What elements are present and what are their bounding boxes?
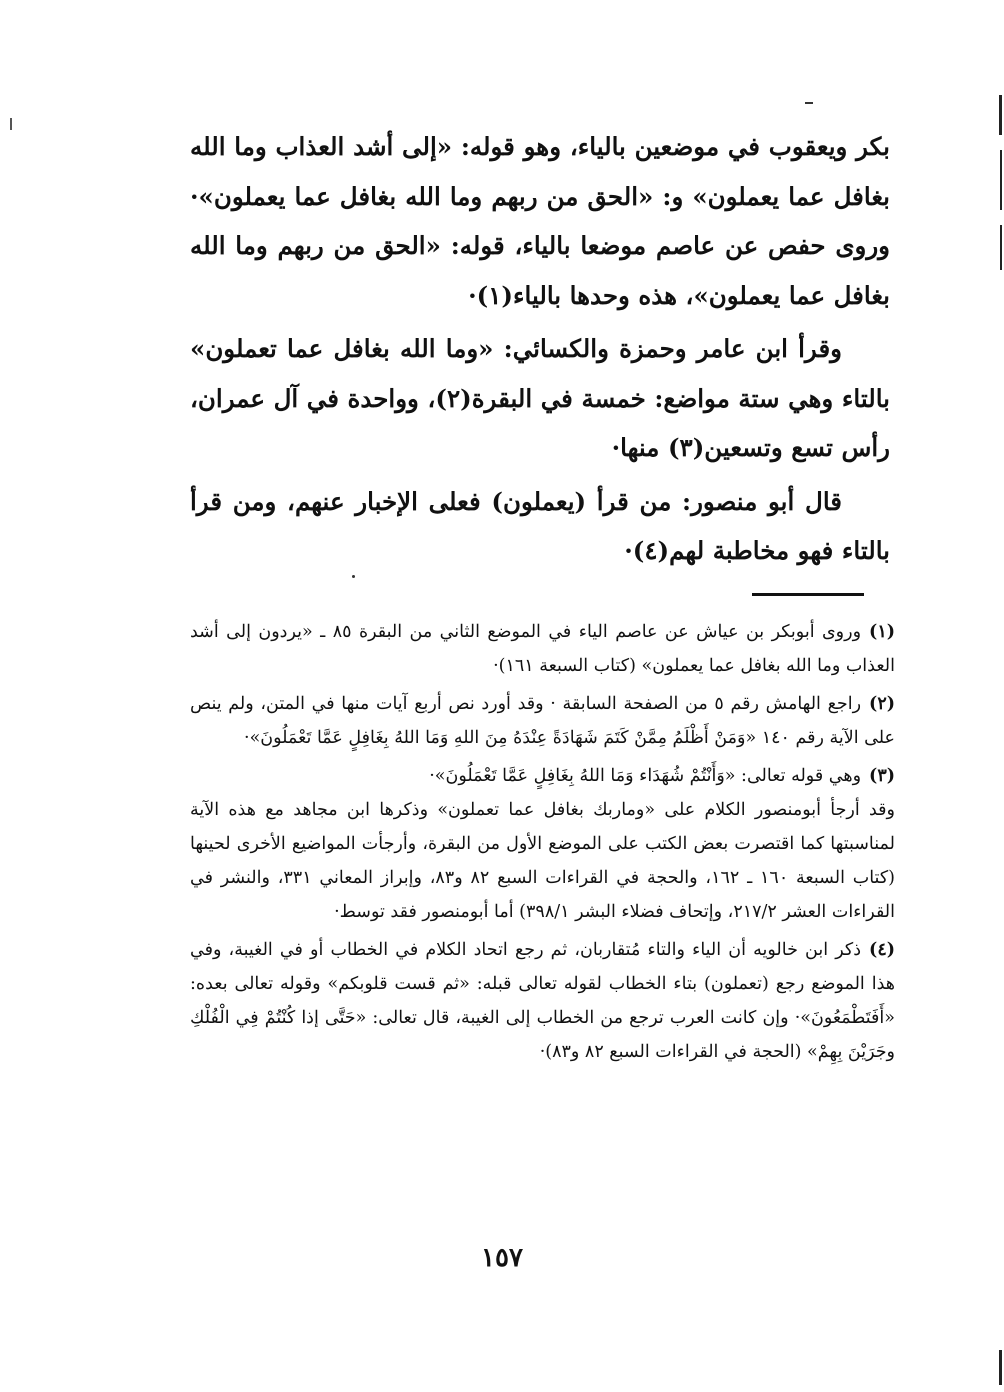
- footnote-number: (١): [869, 622, 896, 642]
- footnote-number: (٢): [869, 694, 896, 714]
- footnote: [190, 687, 895, 755]
- footnote-text: وروى أبوبكر بن عياش عن عاصم الياء في الموضع الثاني من البقرة ٨٥ ـ «يردون إلى أشد العذاب وما الله بغافل عما يعملون» (كتاب السبعة ١٦١)·: [190, 622, 895, 676]
- body-paragraph: قال أبو منصور: من قرأ (يعملون) فعلى الإخبار عنهم، ومن قرأ بالتاء فهو مخاطبة لهم(٤)·: [190, 486, 890, 565]
- footnote-number: (٣): [869, 766, 895, 786]
- scan-edge-mark: [1000, 150, 1002, 210]
- footnote: [190, 933, 895, 1069]
- footnote-continuation: وقد أرجأ أبومنصور الكلام على «وماربك بغافل عما تعملون» وذكرها ابن مجاهد مع هذه الآية لمناسبتها كما اقتصرت بعض الكتب على الموضع الأول من البقرة، وأرجأت المواضيع الأخرى لحينها (كتاب السبعة ١٦٠ ـ ١٦٢، والحجة في القراءات السبع ٨٢ و٨٣، وإبراز المعاني ٣٣١، والنشر في القراءات العشر ٢١٧/٢، وإتحاف فضلاء البشر ٣٩٨/١) أما أبومنصور فقد توسط·: [190, 800, 895, 922]
- footnote-text: راجع الهامش رقم ٥ من الصفحة السابقة · وقد أورد نص أربع آيات منها في المتن، ولم ينص على الآية رقم ١٤٠ «وَمَنْ أَظْلَمُ مِمَّنْ كَتَمَ شَهَادَةً عِنْدَهُ مِنَ اللهِ وَمَا اللهُ بِغَافِلٍ عَمَّا تَعْمَلُونَ»·: [190, 694, 895, 748]
- page-number: ١٥٧: [481, 1243, 523, 1273]
- footnote-text: وهي قوله تعالى: «وَأَنْتُمْ شُهَدَاء وَمَا اللهُ بِغَافِلٍ عَمَّا تَعْمَلُونَ»·: [429, 766, 862, 786]
- body-paragraph: بكر ويعقوب في موضعين بالياء، وهو قوله: «إلى أشد العذاب وما الله بغافل عما يعملون» و: «الحق من ربهم وما الله بغافل عما يعملون»· وروى حفص عن عاصم موضعا بالياء، قوله: «الحق من ربهم وما الله بغافل عما يعملون»، هذه وحدها بالياء(١)·: [190, 132, 890, 310]
- body-paragraph: وقرأ ابن عامر وحمزة والكسائي: «وما الله بغافل عما تعملون» بالتاء وهي ستة مواضع: خمسة في البقرة(٢)، وواحدة في آل عمران، رأس تسع وتسعين(٣) منها·: [190, 334, 890, 462]
- scan-edge-mark: [1000, 225, 1002, 270]
- footnote-divider: [752, 593, 864, 596]
- footnotes-section: [190, 615, 895, 1073]
- footnote: [190, 615, 895, 683]
- footnote: [190, 759, 895, 793]
- scan-edge-mark: [10, 118, 12, 130]
- scan-edge-mark: [999, 95, 1002, 135]
- footnote-text: ذكر ابن خالويه أن الياء والتاء مُتقاربان، ثم رجع اتحاد الكلام في الخطاب أو في الغيبة، وفي هذا الموضع رجع (تعملون) بتاء الخطاب لقوله تعالى قبله: «ثم قست قلوبكم» وقوله تعالى بعده: «أَفَتَطْمَعُونَ»· وإن كانت العرب ترجع من الخطاب إلى الغيبة، قال تعالى: «حَتَّى إذا كُنْتُمْ فِي الْفُلْكِ وجَرَيْنَ بِهِمْ» (الحجة في القراءات السبع ٨٢ و٨٣)·: [190, 940, 895, 1062]
- scan-edge-mark: [999, 1350, 1002, 1385]
- scan-speck: [805, 102, 813, 104]
- main-body-text: [190, 122, 890, 576]
- footnote-number: (٤): [869, 940, 895, 960]
